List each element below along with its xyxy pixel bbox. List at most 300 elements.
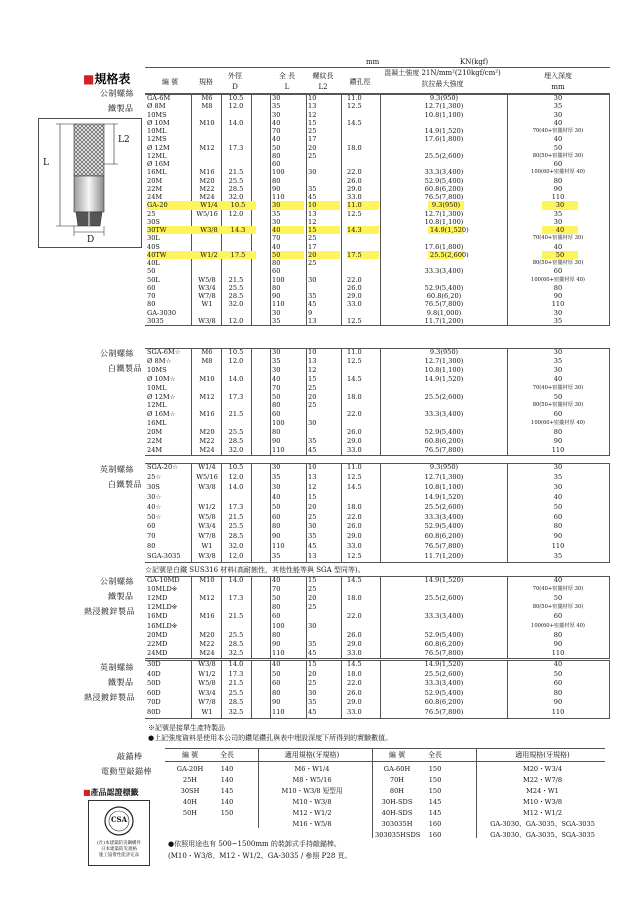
section-label: 白鐵製品 <box>108 480 142 489</box>
cell-embed: 80 <box>553 428 563 437</box>
cell-spec: M22 <box>199 437 215 445</box>
cell-embed: 30 <box>553 110 563 119</box>
cell-embed: 40 <box>553 374 563 383</box>
cell-code: 16MLD※ <box>147 621 178 630</box>
cell-length: 70 <box>272 383 281 392</box>
cell-embed: 110 <box>551 708 565 716</box>
cell-spec: M6 <box>201 348 213 356</box>
cell-strength: 60.8(6,200) <box>424 698 464 707</box>
cell-screw-length: 35 <box>308 292 317 300</box>
cell-od: 32.5 <box>228 648 244 657</box>
cell-code: 50☆ <box>147 512 162 521</box>
cell-embed: 35 <box>553 472 563 481</box>
cell-strength: 25.5(2,600) <box>424 594 464 603</box>
cell-strength: 14.9(1,520) <box>424 127 464 135</box>
cell-code: 25☆ <box>147 472 162 481</box>
cell-screw-length: 35 <box>308 437 317 445</box>
cell-length: 30 <box>272 463 281 471</box>
header-screw-len: 螺紋長 <box>312 72 334 80</box>
cell-embed: 30 <box>553 217 563 226</box>
cell-strength: 76.5(7,800) <box>424 300 464 309</box>
cell-hole: 18.0 <box>347 143 362 152</box>
cell-hole: 22.0 <box>347 275 362 284</box>
cell-length: 50 <box>272 143 281 152</box>
cell-od: 21.5 <box>228 679 244 688</box>
tool-length: 140 <box>220 776 234 784</box>
cell-length: 30 <box>272 201 304 209</box>
cell-embed: 50 <box>553 669 563 678</box>
tool-code: 70H <box>389 776 405 784</box>
cell-strength: 52.9(5,400) <box>424 630 464 639</box>
cell-length: 110 <box>272 193 285 201</box>
cell-length: 60 <box>272 410 281 419</box>
cell-length: 40 <box>272 492 281 501</box>
cert-label: ■產品認證標籤 <box>83 787 139 797</box>
cell-embed: 110 <box>551 648 565 657</box>
section-label: 公制螺絲 <box>100 349 134 358</box>
cell-hole: 14.5 <box>347 576 362 584</box>
cell-length: 50 <box>272 251 304 259</box>
cell-od: 17.3 <box>228 594 244 603</box>
cell-length: 90 <box>272 532 281 541</box>
cell-strength: 9.3(950) <box>429 463 459 471</box>
cell-strength: 76.5(7,800) <box>424 542 464 551</box>
cell-code: 10ML <box>147 383 167 392</box>
cell-screw-length: 10 <box>308 201 340 209</box>
cell-od: 28.5 <box>228 639 244 648</box>
cell-od: 12.0 <box>228 356 244 365</box>
cell-screw-length: 25 <box>308 585 317 594</box>
cell-od: 14.0 <box>228 374 244 383</box>
diagram-label-l2: L2 <box>118 135 130 145</box>
cell-strength: 25.5(2,600) <box>424 502 464 511</box>
cell-code: Ø 12M☆ <box>147 392 176 401</box>
cell-strength: 52.9(5,400) <box>424 283 464 292</box>
tool-length: 160 <box>428 820 442 828</box>
cell-screw-length: 12 <box>308 482 317 491</box>
cell-screw-length: 13 <box>308 472 317 481</box>
cell-screw-length: 30 <box>308 275 317 284</box>
diagram-label-l: L <box>43 158 49 168</box>
cell-hole: 11.0 <box>347 201 379 209</box>
cell-strength: 9.3(950) <box>429 94 459 102</box>
tool-spec: M10・W3/8 <box>522 798 563 806</box>
cell-length: 30 <box>272 110 281 119</box>
cell-embed: 110 <box>551 542 565 551</box>
cell-embed: 100(60+密攏材厚 40) <box>531 169 585 176</box>
cell-spec: W1/2 <box>198 502 216 511</box>
cell-od: 17.3 <box>228 669 244 678</box>
cell-embed: 110 <box>551 445 565 454</box>
cell-spec: W1 <box>201 542 213 551</box>
header-length: 全 長 <box>278 72 296 80</box>
cell-od: 17.3 <box>228 392 244 401</box>
cell-screw-length: 25 <box>308 259 317 267</box>
cell-screw-length: 20 <box>308 251 340 259</box>
cell-length: 50 <box>272 392 281 401</box>
cell-embed: 35 <box>553 316 563 325</box>
cell-length: 80 <box>272 603 281 612</box>
cell-code: 10MS <box>147 110 167 119</box>
cell-strength: 52.9(5,400) <box>424 428 464 437</box>
cell-length: 100 <box>272 621 285 630</box>
cell-strength: 9.3(950) <box>429 348 459 356</box>
cell-screw-length: 13 <box>308 316 317 325</box>
cell-screw-length: 35 <box>308 184 317 193</box>
cell-screw-length: 15 <box>308 374 317 383</box>
cell-code: 16MD <box>147 612 168 621</box>
cell-code: 24M <box>147 445 163 454</box>
cell-embed: 60 <box>553 267 563 276</box>
cell-embed: 30 <box>553 94 563 102</box>
cell-od: 14.0 <box>228 576 244 584</box>
cell-embed: 40 <box>553 118 563 127</box>
cell-spec: M24 <box>199 193 215 201</box>
cell-code: 20M <box>147 176 163 185</box>
cell-spec: W7/8 <box>198 532 216 541</box>
header-strength: 混凝土強度 21N/mm²(210kgf/cm²) <box>384 69 501 77</box>
cell-screw-length: 15 <box>308 576 317 584</box>
cell-hole: 11.0 <box>347 94 362 102</box>
cell-embed: 90 <box>553 292 563 300</box>
cell-embed: 35 <box>553 209 563 218</box>
cell-code: Ø 8M☆ <box>147 356 172 365</box>
cell-hole: 12.5 <box>347 102 362 111</box>
tool-code: 50H <box>182 809 198 817</box>
cell-hole: 22.0 <box>347 679 362 688</box>
cell-length: 80 <box>272 630 281 639</box>
cell-hole: 26.0 <box>347 688 362 697</box>
cell-length: 80 <box>272 688 281 697</box>
cell-embed: 90 <box>553 437 563 445</box>
cell-spec: W5/8 <box>198 679 216 688</box>
cell-length: 50 <box>272 502 281 511</box>
cell-screw-length: 25 <box>308 127 317 135</box>
cell-embed: 80(50+密攏材厚 30) <box>532 152 584 159</box>
cell-length: 80 <box>272 176 281 185</box>
cell-code: 10MLD※ <box>147 585 178 594</box>
cell-od: 10.5 <box>228 94 244 102</box>
cell-hole: 14.5 <box>347 118 362 127</box>
cell-strength: 11.7(1,200) <box>424 316 464 325</box>
cell-spec: M6 <box>201 94 213 102</box>
tool-code: GA-20H <box>176 765 204 773</box>
cell-hole: 29.0 <box>347 437 362 445</box>
cell-hole: 29.0 <box>347 698 362 707</box>
cell-length: 90 <box>272 184 281 193</box>
cell-length: 60 <box>272 160 281 168</box>
tool-header-spec: 適用規格(牙規格) <box>284 751 340 759</box>
cell-code: 40☆ <box>147 502 162 511</box>
cert-caption: 日本建築防災規格 <box>101 847 137 852</box>
cell-spec: W5/8 <box>198 512 216 521</box>
cell-spec: M8 <box>201 102 213 111</box>
cell-length: 50 <box>272 669 281 678</box>
cell-hole: 18.0 <box>347 502 362 511</box>
cell-code: 20MD <box>147 630 168 639</box>
cell-length: 70 <box>272 234 281 243</box>
cell-length: 35 <box>272 552 281 561</box>
tool-spec: M10・W3/8 <box>292 798 332 806</box>
cell-spec: M20 <box>199 630 215 639</box>
cell-strength: 60.8(6,200) <box>424 532 464 541</box>
cell-spec: M12 <box>199 392 215 401</box>
cell-strength: 25.5(2,600) <box>430 250 469 259</box>
cell-spec: M16 <box>199 168 215 177</box>
cell-screw-length: 10 <box>308 463 317 471</box>
cell-code: 30D <box>147 660 161 668</box>
header-code: 編 號 <box>161 78 179 86</box>
cell-screw-length: 20 <box>308 594 317 603</box>
cell-hole: 33.0 <box>347 708 362 716</box>
cell-strength: 33.3(3,400) <box>424 267 464 276</box>
cell-embed: 110 <box>551 300 565 309</box>
cell-embed: 100(60+密攏材厚 40) <box>531 420 585 427</box>
cell-length: 70 <box>272 585 281 594</box>
tool-spec: GA-3030、GA-3035、SGA-3035 <box>490 831 595 839</box>
cell-screw-length: 15 <box>308 660 317 668</box>
cell-code: 10ML <box>147 127 167 135</box>
cell-spec: W3/8 <box>198 482 216 491</box>
cell-embed: 60 <box>553 512 563 521</box>
tool-length: 150 <box>428 765 442 773</box>
cell-embed: 40 <box>553 576 563 584</box>
header-embed-sub: mm <box>551 83 565 91</box>
cell-embed: 90 <box>553 532 563 541</box>
cell-hole: 33.0 <box>347 542 362 551</box>
cell-embed: 40 <box>553 492 563 501</box>
header-hole: 鑽孔徑 <box>349 78 371 86</box>
cell-embed: 100(60+密攏材厚 40) <box>531 622 585 629</box>
cell-length: 110 <box>272 648 285 657</box>
cell-embed: 60 <box>553 160 563 168</box>
cell-screw-length: 15 <box>308 226 340 234</box>
cell-od: 14.0 <box>228 660 244 668</box>
cell-strength: 17.6(1,800) <box>424 242 464 251</box>
cell-od: 28.5 <box>228 698 244 707</box>
cell-strength: 10.8(1,100) <box>424 217 464 226</box>
cell-length: 110 <box>272 708 285 716</box>
cell-od: 32.0 <box>228 542 244 551</box>
cell-strength: 60.8(6,200) <box>424 639 464 648</box>
cell-screw-length: 9 <box>308 308 313 317</box>
cell-length: 30 <box>272 217 281 226</box>
cell-length: 35 <box>272 356 281 365</box>
cell-embed: 50 <box>553 392 563 401</box>
cell-od: 12.0 <box>228 552 244 561</box>
cell-strength: 12.7(1,300) <box>424 209 464 218</box>
cell-embed: 50 <box>553 143 563 152</box>
cell-spec: W3/8 <box>198 660 216 668</box>
cell-length: 40 <box>272 660 281 668</box>
cell-strength: 10.8(1,100) <box>424 110 464 119</box>
cell-od: 10.5 <box>228 348 244 356</box>
cell-code: 60D <box>147 688 161 697</box>
section-label: 白鐵製品 <box>108 364 142 373</box>
tool-spec: M12・W1/2 <box>292 809 332 817</box>
cell-strength: 9.3(950) <box>428 201 464 209</box>
cell-od: 28.5 <box>228 184 244 193</box>
cell-hole: 18.0 <box>347 594 362 603</box>
cell-length: 110 <box>272 300 285 309</box>
tool-header-code: 編 號 <box>388 751 406 759</box>
cell-code: Ø 10M☆ <box>147 374 176 383</box>
note-special-order: ※記號是接單生產特製品 <box>148 724 225 732</box>
cell-hole: 12.5 <box>347 552 362 561</box>
cell-spec: M10 <box>199 374 215 383</box>
cell-code: 12ML <box>147 401 167 410</box>
section-label: 熱浸鍍鋅製品 <box>84 607 135 616</box>
cell-spec: M12 <box>199 143 215 152</box>
tool-spec: GA-3030、GA-3035、SGA-3035 <box>490 820 595 828</box>
cell-length: 40 <box>272 118 281 127</box>
cell-spec: M10 <box>199 576 215 584</box>
cell-length: 70 <box>272 127 281 135</box>
page-title: ■規格表 <box>83 72 131 86</box>
header-embed: 埋入深度 <box>544 72 572 80</box>
cell-od: 28.5 <box>228 437 244 445</box>
cell-length: 100 <box>272 275 285 284</box>
cell-od: 12.0 <box>228 209 244 218</box>
cell-spec: M8 <box>201 356 213 365</box>
cell-screw-length: 10 <box>308 348 317 356</box>
tool-code: 30H-SDS <box>381 798 413 806</box>
cell-spec: W3/4 <box>198 283 216 292</box>
cell-hole: 12.5 <box>347 356 362 365</box>
cell-strength: 11.7(1,200) <box>424 552 464 561</box>
cell-length: 35 <box>272 316 281 325</box>
cell-od: 25.5 <box>228 630 244 639</box>
cell-hole: 22.0 <box>347 410 362 419</box>
tool-length: 145 <box>220 787 234 795</box>
cell-code: 24MD <box>147 648 168 657</box>
cell-hole: 12.5 <box>347 209 362 218</box>
cell-screw-length: 17 <box>308 135 317 144</box>
cell-code: 50L <box>147 275 160 284</box>
cell-spec: W1/2 <box>191 251 227 259</box>
cell-embed: 100(60+密攏材厚 40) <box>531 276 585 283</box>
cell-strength: 9.8(1,000) <box>426 308 462 317</box>
tool-spec: M12・W1/2 <box>522 809 563 817</box>
cell-embed: 70(40+密攏材厚 30) <box>532 235 584 242</box>
tool-code: 303035H <box>381 820 413 828</box>
cell-od: 10.5 <box>220 201 256 209</box>
tool-header-len: 全長 <box>220 751 234 759</box>
cell-screw-length: 10 <box>308 94 317 102</box>
cell-strength: 33.3(3,400) <box>424 512 464 521</box>
cell-embed: 80(50+密攏材厚 30) <box>532 402 584 409</box>
section-label: 公制螺絲 <box>100 89 134 98</box>
cell-hole: 29.0 <box>347 292 362 300</box>
cell-strength: 14.9(1,520) <box>424 576 464 584</box>
cell-code: 40TW <box>147 251 191 259</box>
tool-code: 30SH <box>180 787 200 795</box>
cell-strength: 60.8(6,200) <box>424 437 464 445</box>
cell-screw-length: 25 <box>308 234 317 243</box>
cell-hole: 26.0 <box>347 176 362 185</box>
cell-embed: 70(40+密攏材厚 30) <box>532 128 584 134</box>
cell-code: 80 <box>147 542 156 551</box>
note-reference: (M10・W3/8、M12・W1/2、GA-3035 / 參照 P28 頁。 <box>168 852 352 860</box>
cell-strength: 33.3(3,400) <box>424 612 464 621</box>
cell-strength: 76.5(7,800) <box>424 648 464 657</box>
tool-spec: M6・W1/4 <box>294 765 330 773</box>
cell-embed: 40 <box>553 135 563 144</box>
cell-code: 22M <box>147 437 163 445</box>
cell-code: 60 <box>147 522 156 531</box>
cell-od: 14.0 <box>228 482 244 491</box>
cell-od: 32.0 <box>228 300 244 309</box>
tool-code: 80H <box>389 787 405 795</box>
cell-hole: 29.0 <box>347 639 362 648</box>
tool-spec: M22・W7/8 <box>522 776 563 784</box>
cell-od: 12.0 <box>228 102 244 111</box>
cell-code: Ø 16M <box>147 160 170 168</box>
cell-spec: W3/8 <box>198 552 216 561</box>
cell-length: 50 <box>272 594 281 603</box>
cell-screw-length: 13 <box>308 552 317 561</box>
cell-strength: 76.5(7,800) <box>424 193 464 201</box>
cell-embed: 35 <box>553 552 563 561</box>
header-od-sub: D <box>232 83 238 91</box>
section-label: 熱浸鍍鋅製品 <box>84 693 135 702</box>
tool-length: 160 <box>428 831 442 839</box>
cell-length: 80 <box>272 522 281 531</box>
cell-screw-length: 20 <box>308 502 317 511</box>
cell-spec: W5/8 <box>198 275 216 284</box>
cell-code: 16ML <box>147 168 167 177</box>
cell-embed: 35 <box>553 102 563 111</box>
cell-screw-length: 45 <box>308 542 317 551</box>
cell-length: 80 <box>272 259 281 267</box>
cell-length: 100 <box>272 168 285 177</box>
cell-screw-length: 15 <box>308 118 317 127</box>
tool-spec: M20・W3/4 <box>522 765 563 773</box>
cell-embed: 30 <box>553 365 563 374</box>
cell-length: 40 <box>272 135 281 144</box>
cell-hole: 22.0 <box>347 168 362 177</box>
cell-od: 25.5 <box>228 176 244 185</box>
cell-spec: W7/8 <box>198 292 216 300</box>
cell-screw-length: 25 <box>308 603 317 612</box>
cell-length: 35 <box>272 102 281 111</box>
cell-embed: 60 <box>553 612 563 621</box>
cell-code: 3035 <box>147 316 164 325</box>
header-od: 外徑 <box>228 72 242 80</box>
cell-od: 32.0 <box>228 445 244 454</box>
cell-strength: 33.3(3,400) <box>424 679 464 688</box>
cell-strength: 12.7(1,300) <box>424 102 464 111</box>
cell-screw-length: 35 <box>308 639 317 648</box>
cell-embed: 80(50+密攏材厚 30) <box>532 260 584 266</box>
tool-spec: M16・W5/8 <box>292 820 332 828</box>
cell-code: 12MS <box>147 135 167 144</box>
tool-spec: M10・W3/8 短型用 <box>281 787 343 795</box>
cell-length: 40 <box>272 226 304 234</box>
unit-kn: KN(kgf) <box>460 58 489 66</box>
cell-hole: 26.0 <box>347 630 362 639</box>
cell-screw-length: 45 <box>308 300 317 309</box>
cell-code: 40S <box>147 242 160 251</box>
header-strength-sub: 抗拉最大強度 <box>421 80 464 88</box>
cell-hole: 22.0 <box>347 512 362 521</box>
cell-hole: 33.0 <box>347 300 362 309</box>
cell-spec: W3/8 <box>191 226 227 234</box>
cell-code: 40D <box>147 669 161 678</box>
cell-screw-length: 13 <box>308 356 317 365</box>
cell-embed: 80(50+密攏材厚 30) <box>532 604 584 611</box>
cell-od: 25.5 <box>228 283 244 292</box>
